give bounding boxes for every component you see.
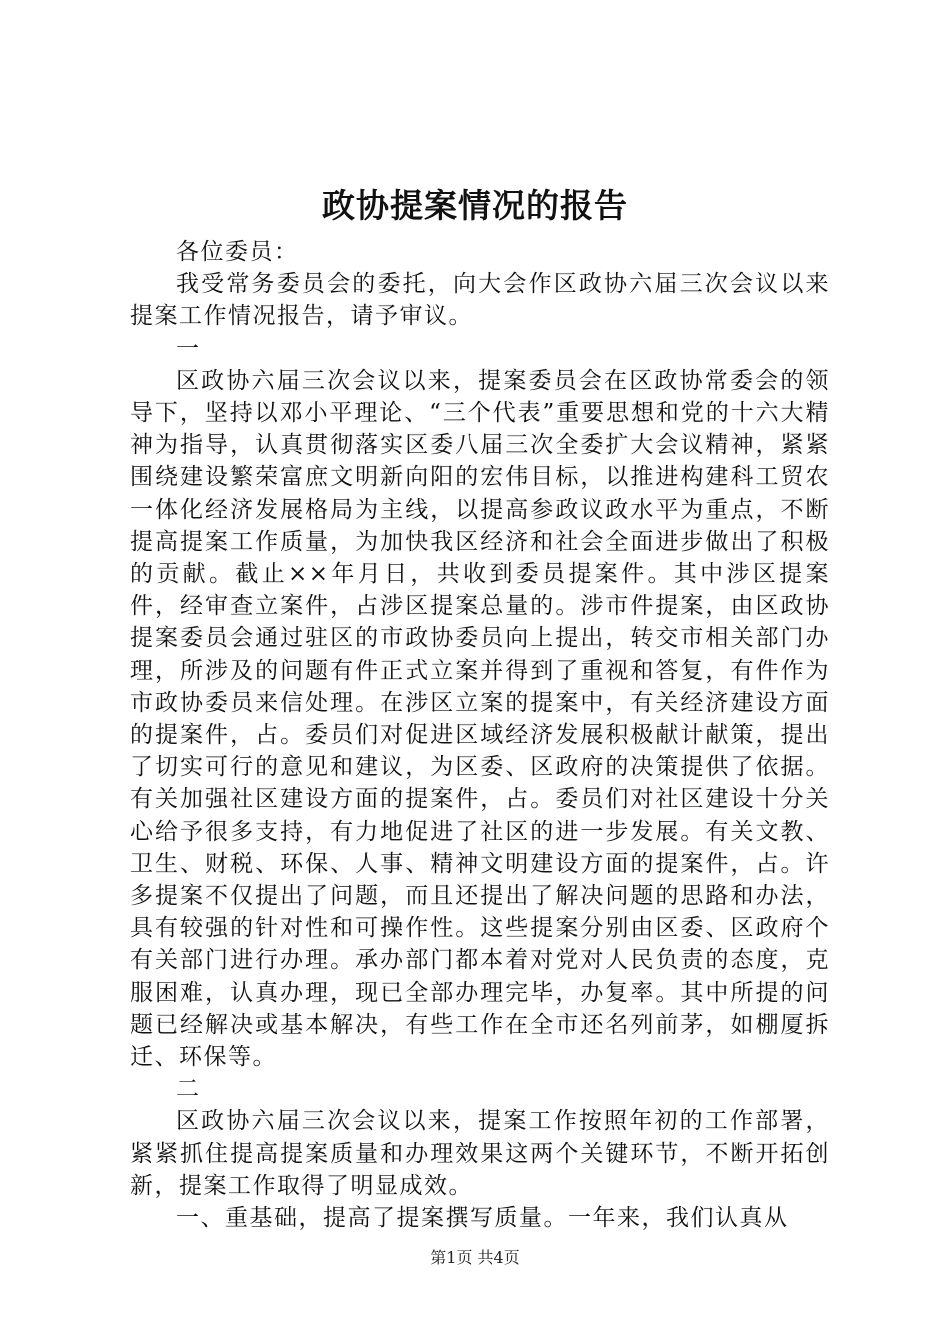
section-heading: 一: [176, 335, 201, 362]
paragraph: 一、重基础，提高了提案撰写质量。一年来，我们认真从: [176, 1205, 789, 1232]
document-body: [130, 236, 830, 1234]
paragraph: 区政协六届三次会议以来，提案工作按照年初的工作部署，紧紧抓住提高提案质量和办理效果这两个关键环节，不断开拓创新，提案工作取得了明显成效。: [130, 1108, 830, 1199]
page-footer: 第1页 共4页: [430, 1248, 520, 1267]
salutation: 各位委员：: [176, 239, 299, 265]
document-title: 政协提案情况的报告: [322, 186, 628, 225]
paragraph: 我受常务委员会的委托，向大会作区政协六届三次会议以来提案工作情况报告，请予审议。: [130, 271, 830, 330]
paragraph: 区政协六届三次会议以来，提案委员会在区政协常委会的领导下，坚持以邓小平理论、“三个代表”重要思想和党的十六大精神为指导，认真贯彻落实区委八届三次全委扩大会议精神，紧紧围绕建设繁荣富庶文明新向阳的宏伟目标，以推进构建科工贸农一体化经济发展格局为主线，以提高参政议政水平为重点，不断提高提案工作质量，为加快我区经济和社会全面进步做出了积极的贡献。截止××年月日，共收到委员提案件。其中涉区提案件，经审查立案件，占涉区提案总量的。涉市件提案，由区政协提案委员会通过驻区的市政协委员向上提出，转交市相关部门办理，所涉及的问题有件正式立案并得到了重视和答复，有件作为市政协委员来信处理。在涉区立案的提案中，有关经济建设方面的提案件，占。委员们对促进区域经济发展积极献计献策，提出了切实可行的意见和建议，为区委、区政府的决策提供了依据。有关加强社区建设方面的提案件，占。委员们对社区建设十分关心给予很多支持，有力地促进了社区的进一步发展。有关文教、卫生、财税、环保、人事、精神文明建设方面的提案件，占。许多提案不仅提出了问题，而且还提出了解决问题的思路和办法，具有较强的针对性和可操作性。这些提案分别由区委、区政府个有关部门进行办理。承办部门都本着对党对人民负责的态度，克服困难，认真办理，现已全部办理完毕，办复率。其中所提的问题已经解决或基本解决，有些工作在全市还名列前茅，如棚厦拆迁、环保等。: [130, 367, 830, 1071]
section-heading: 二: [176, 1076, 201, 1103]
